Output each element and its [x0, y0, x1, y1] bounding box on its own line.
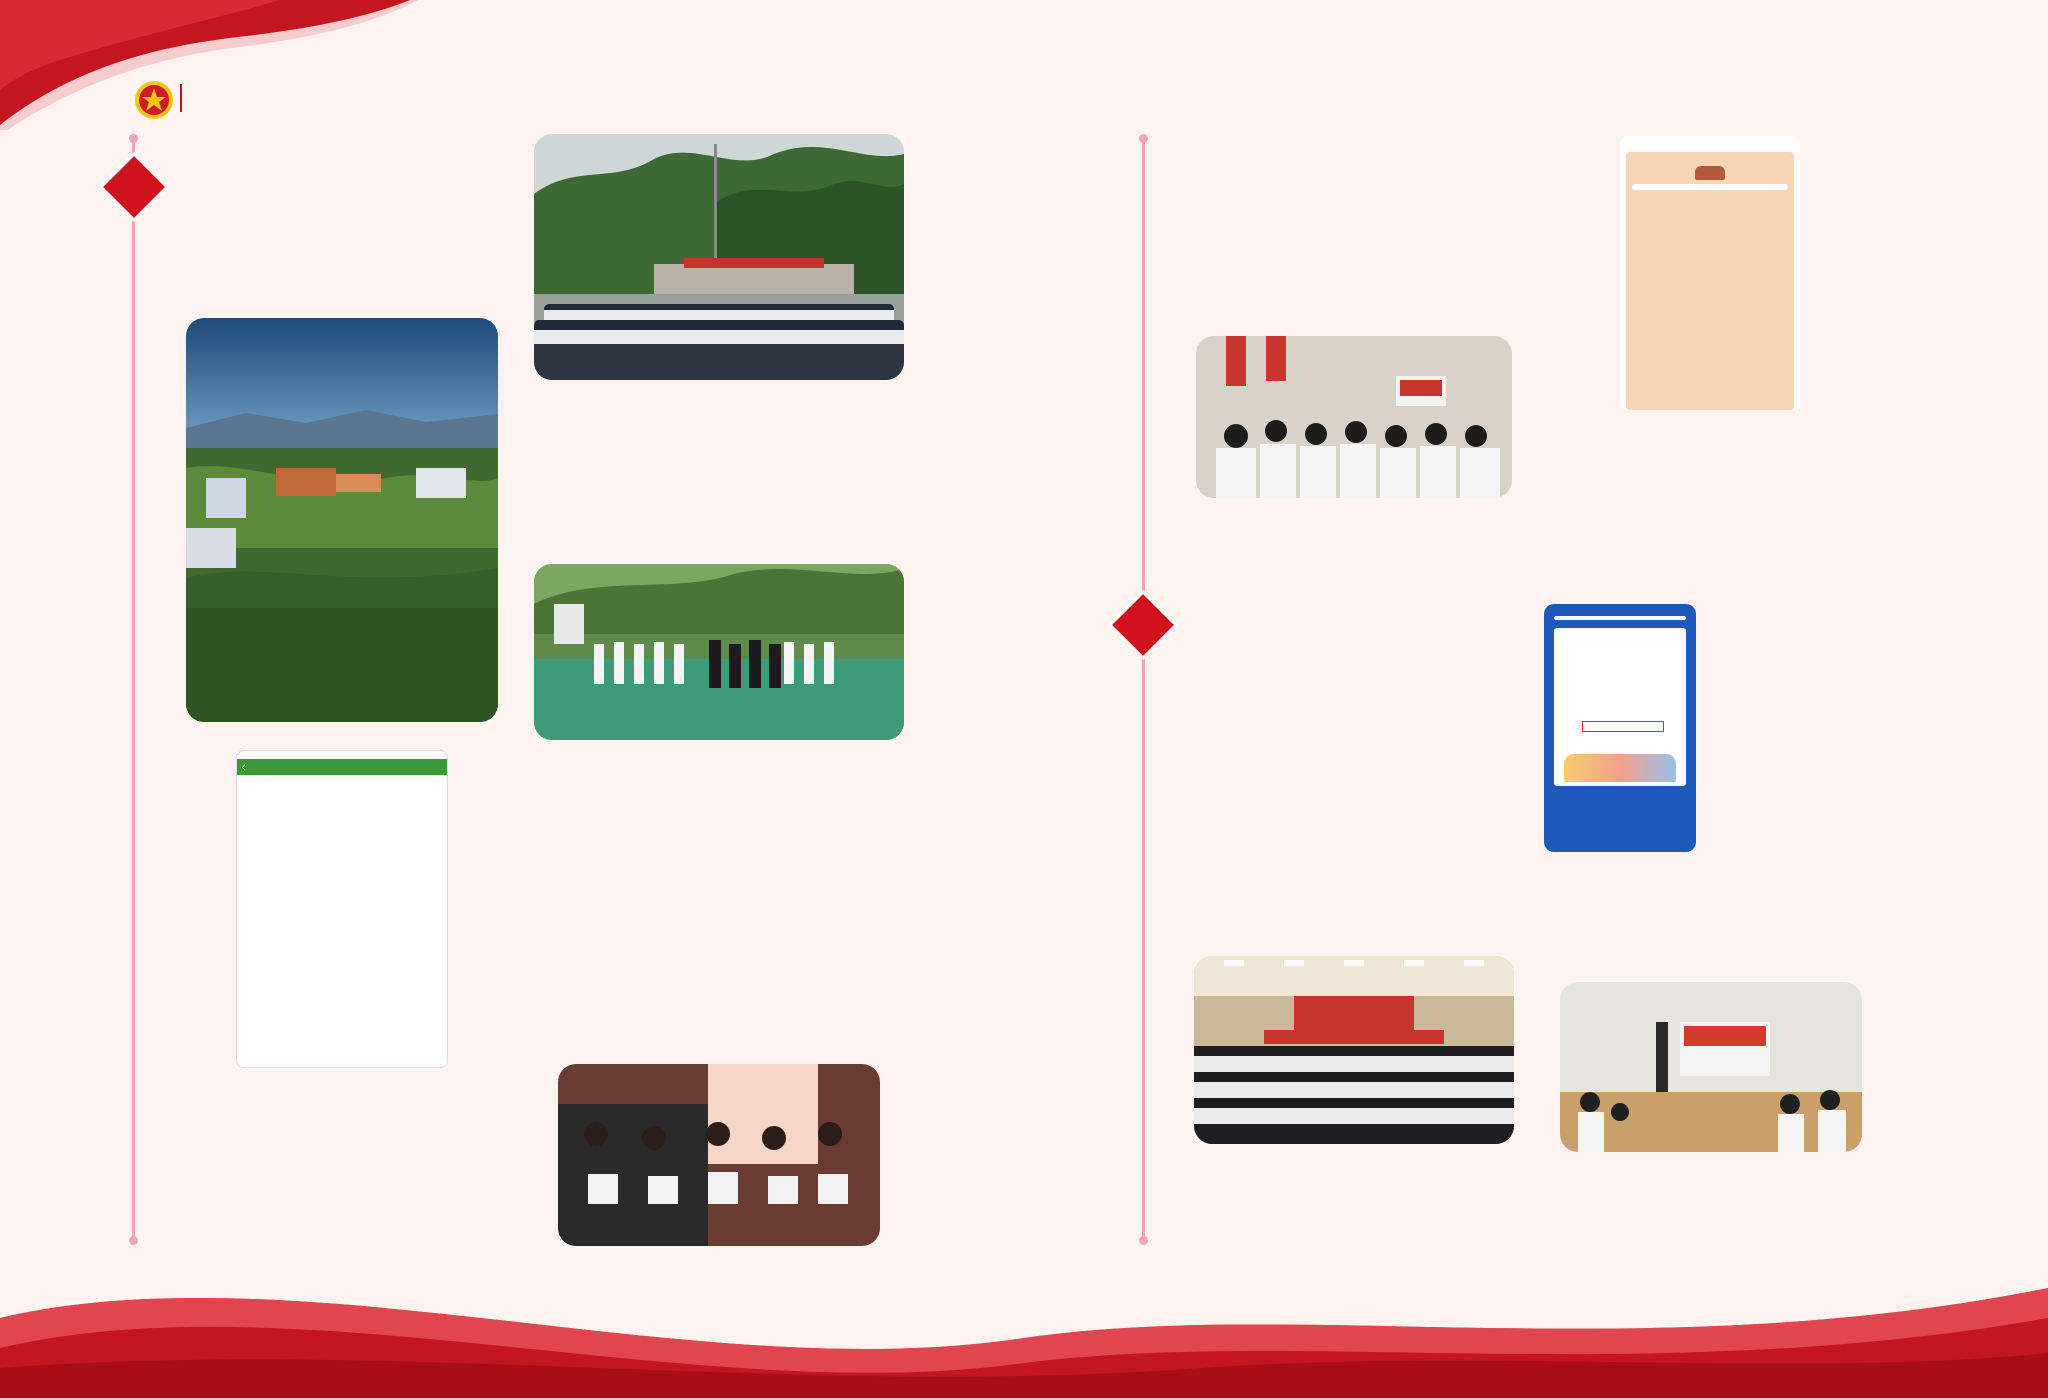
- top100-panel: [1626, 152, 1794, 410]
- cyol-list-header: [237, 751, 447, 759]
- cyol-green-banner: [237, 759, 447, 775]
- people-illustration-icon: [1564, 754, 1676, 782]
- basketball-final-photo: [534, 564, 904, 740]
- organization-award-screenshot: [1544, 604, 1696, 852]
- back-arrow-icon: ‹: [241, 760, 246, 774]
- top100-crown-icon: [1695, 166, 1725, 180]
- timeline-dot: [1139, 1236, 1148, 1245]
- timeline-dot: [129, 134, 138, 143]
- timeline-right: [1142, 142, 1145, 1242]
- may-4-ceremony-photo: [1194, 956, 1514, 1144]
- bottom-wave-decoration: [0, 1258, 2048, 1398]
- timeline-dot: [1139, 134, 1148, 143]
- top-ribbon-decoration: [0, 0, 420, 130]
- award-highlight-box: [1582, 721, 1664, 732]
- month-badge-may: [1108, 590, 1178, 660]
- spring-photo-contest-poster: [186, 318, 498, 722]
- award-title-bar: [1554, 616, 1686, 620]
- top100-list: [1632, 184, 1788, 190]
- timeline-left: [132, 142, 135, 1242]
- top100-app-header: [1620, 136, 1800, 142]
- cyol-section-title: [237, 775, 447, 785]
- top100-screenshot: [1620, 136, 1800, 410]
- training-session-photo: [1196, 336, 1512, 498]
- league-emblem-icon: [134, 80, 174, 120]
- month-badge-april: [99, 152, 169, 222]
- monthly-study-meeting-photo: [1560, 982, 1862, 1152]
- award-card: [1554, 628, 1686, 786]
- timeline-dot: [129, 1236, 138, 1245]
- talk-show-contest-photo: [558, 1064, 880, 1246]
- cyol-results-screenshot: [236, 750, 448, 1068]
- martyrs-cemetery-photo: [534, 134, 904, 380]
- header-divider: [180, 84, 182, 112]
